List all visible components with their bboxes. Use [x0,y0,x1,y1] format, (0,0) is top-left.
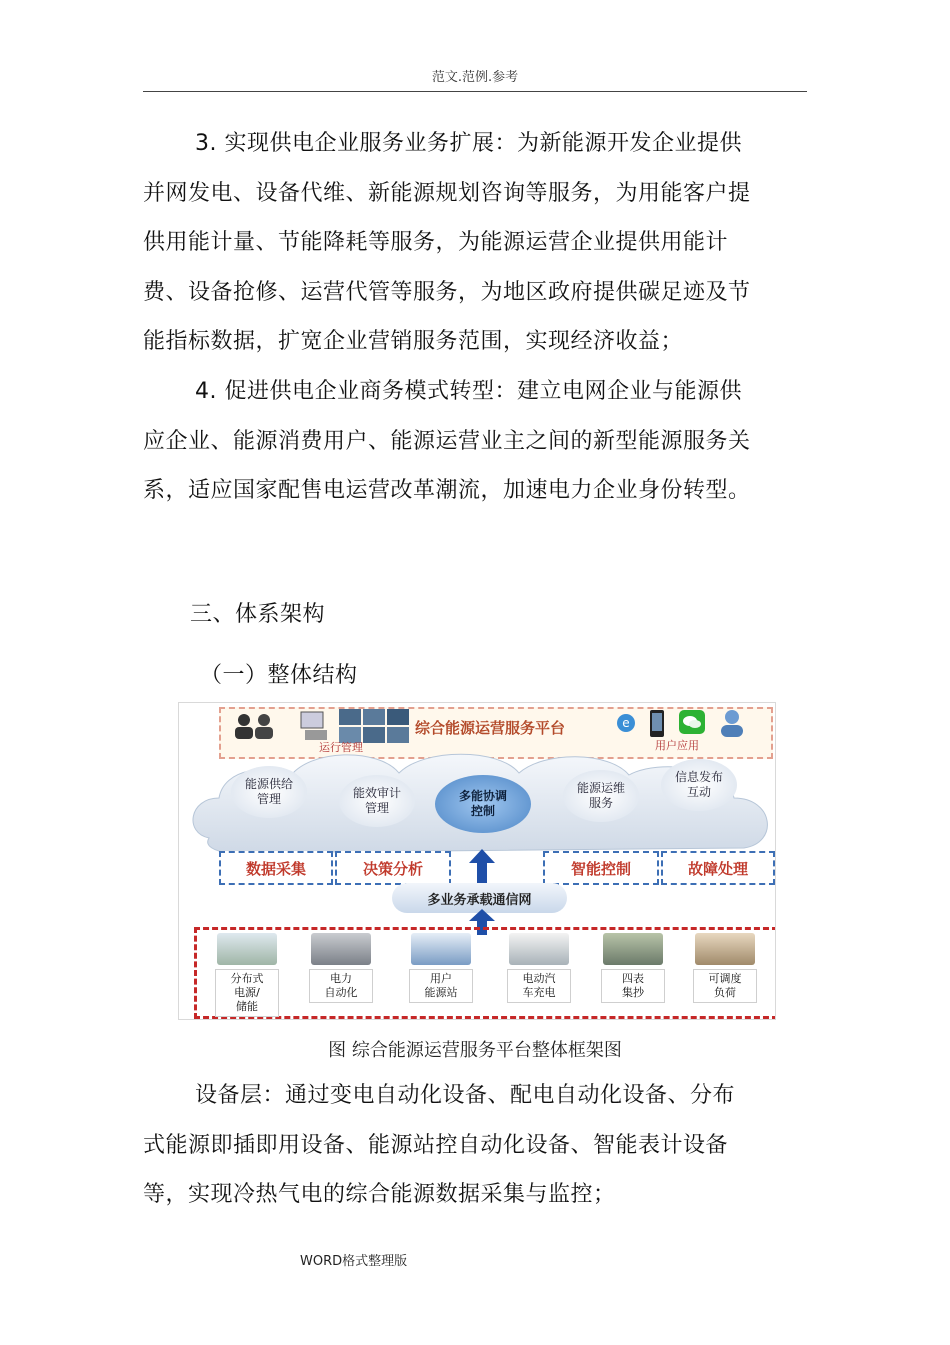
ev-charger-icon [509,933,569,965]
node-energy-supply: 能源供给 管理 [231,766,307,818]
up-arrow-icon [469,849,495,885]
energy-station-icon [411,933,471,965]
architecture-diagram [178,702,776,1020]
industrial-load-icon [695,933,755,965]
ops-label: 运行管理 [319,741,363,754]
device-dispatchable-load: 可调度 负荷 [691,933,759,1003]
header-divider [143,91,807,92]
device-distributed-storage: 分布式 电源/ 储能 [213,933,281,1017]
node-multi-energy-control: 多能协调 控制 [435,775,531,833]
ie-icon [615,712,637,734]
device-layer-frame [194,927,776,1019]
paragraph-device-layer: 设备层：通过变电自动化设备、配电自动化设备、分布式能源即插即用设备、能源站控自动化设备、智能表计设备等，实现冷热气电的综合能源数据采集与监控； [143,1083,736,1207]
paragraph-business-transformation: 4. 促进供电企业商务模式转型：建立电网企业与能源供应企业、能源消费用户、能源运营业主之间的新型能源服务关系，适应国家配售电运营改革潮流，加速电力企业身份转型。 [143,379,751,503]
sub-heading: （一）整体结构 [200,663,358,688]
func-fault-handling: 故障处理 [661,851,775,885]
user-avatar-icon [717,707,747,739]
device-ev-charging: 电动汽 车充电 [505,933,573,1003]
computer-icon [297,709,331,743]
func-smart-control: 智能控制 [543,851,659,885]
user-app-label: 用户应用 [655,739,699,752]
wechat-icon [679,710,705,734]
node-energy-ops: 能源运维 服务 [563,770,639,822]
node-efficiency-audit: 能效审计 管理 [339,775,415,827]
phone-icon [649,709,665,739]
section-heading: 三、体系架构 [190,602,326,627]
node-info-publish: 信息发布 互动 [661,759,737,811]
solar-panel-icon [217,933,277,965]
substation-icon [311,933,371,965]
func-data-acquisition: 数据采集 [219,851,333,885]
header-text: 范文.范例.参考 [431,70,519,85]
svg-text:e: e [622,716,630,730]
device-user-energy-station: 用户 能源站 [407,933,475,1003]
page-footer: WORD格式整理版 [300,1254,408,1269]
platform-title: 综合能源运营服务平台 [415,719,566,737]
paragraph-service-expansion: 3. 实现供电企业服务业务扩展：为新能源开发企业提供并网发电、设备代维、新能源规划咨询等服务，为用能客户提供用能计量、节能降耗等服务，为能源运营企业提供用能计费、设备抢修、运营代管等服务，为地区政府提供碳足迹及节能指标数据，扩宽企业营销服务范围，实现经济收益； [143,131,751,354]
meter-cabinet-icon [603,933,663,965]
figure-caption: 图 综合能源运营服务平台整体框架图 [328,1040,622,1061]
users-icon [231,711,277,741]
func-decision-analysis: 决策分析 [335,851,451,885]
device-meter-reading: 四表 集抄 [599,933,667,1003]
device-power-automation: 电力 自动化 [307,933,375,1003]
comm-network: 多业务承载通信网 [392,883,567,913]
